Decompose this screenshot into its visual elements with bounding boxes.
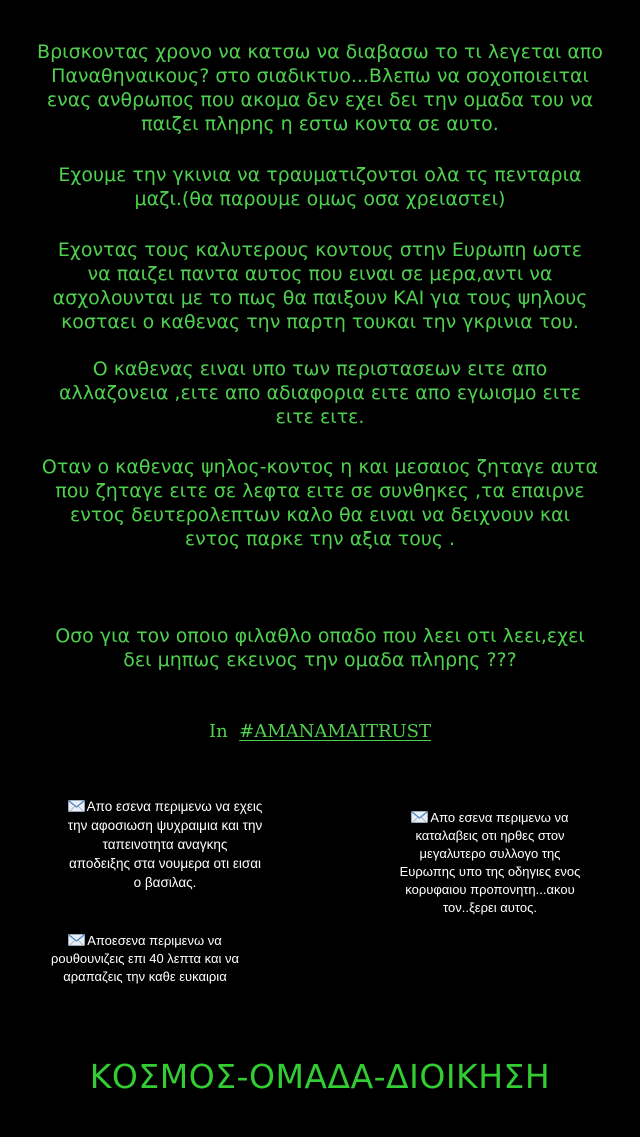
incoming-envelope-icon [68,800,85,812]
text-paragraph-5: Οταν ο καθενας ψηλος-κοντος η και μεσαιος ζηταγε αυτα που ζηταγε ειτε σε λεφτα ειτε σε συνθηκες ,τα επαιρνε εντος δευτερολεπτων καλο θα ειναι να δειχνουν και εντος παρκε την αξια τους . [41,456,599,550]
note-text-1: Απο εσενα περιμενω να εχεις την αφοσιωση ψυχραιμια και την ταπεινοτητα αναγκης αποδειξης στα νουμερα οτι εισαι ο βασιλας. [67,799,263,890]
location-line [0,720,640,744]
note-text-3: Αποεσενα περιμενω να ρουθουνιζεις επι 40 λεπτα και να αραπαζεις την καθε ευκαιρια [50,933,240,984]
text-paragraph-2: Εχουμε την γκινια να τραυματιζοντσι ολα τς πενταρια μαζι.(θα παρουμε ομως οσα χρειαστει) [58,164,582,210]
note-sticker-1 [30,797,300,892]
incoming-envelope-icon [411,811,428,823]
hashtag-link[interactable]: #AMANAMAITRUST [239,721,432,742]
text-paragraph-3: Εχοντας τους καλυτερους κοντους στην Ευρωπη ωστε να παιζει παντα αυτος που ειναι σε μερα,αντι να ασχολουνται με το πως θα παιξουν ΚΑΙ για τους ψηλους κοσταει ο καθενας την παρτη τουκαι την γκρινια του. [52,239,588,333]
text-paragraph-1: Βρισκοντας χρονο να κατσω να διαβασω το τι λεγεται απο Παναθηναικους? στο σιαδικτυο...Βλεπω να σοχοποιειται ενας ανθρωπος που ακομα δεν εχει δει την ομαδα του να παιζει πληρης η εστω κοντα σε αυτο. [37,41,603,135]
location-prefix: In [208,721,228,742]
footer-title: ΚΟΣΜΟΣ-ΟΜΑΔΑ-ΔΙΟΙΚΗΣΗ [89,1057,551,1096]
text-paragraph-4: Ο καθενας ειναι υπο των περιστασεων ειτε απο αλλαζονεια ,ειτε απο αδιαφορια ειτε απο εγωισμο ειτε ειτε ειτε. [59,358,581,428]
incoming-envelope-icon [68,934,85,946]
text-paragraph-6: Οσο για τον οποιο φιλαθλο οπαδο που λεει οτι λεει,εχει δει μηπως εκεινος την ομαδα πληρης ??? [55,625,585,671]
note-sticker-2 [375,809,605,917]
note-sticker-3 [20,932,270,986]
note-text-2: Απο εσενα περιμενω να καταλαβεις οτι ηρθες στον μεγαλυτερο συλλογο της Ευρωπης υπο της οδηγιες ενος κορυφαιου προπονητη...ακου τον..ξερει αυτος. [399,810,581,915]
